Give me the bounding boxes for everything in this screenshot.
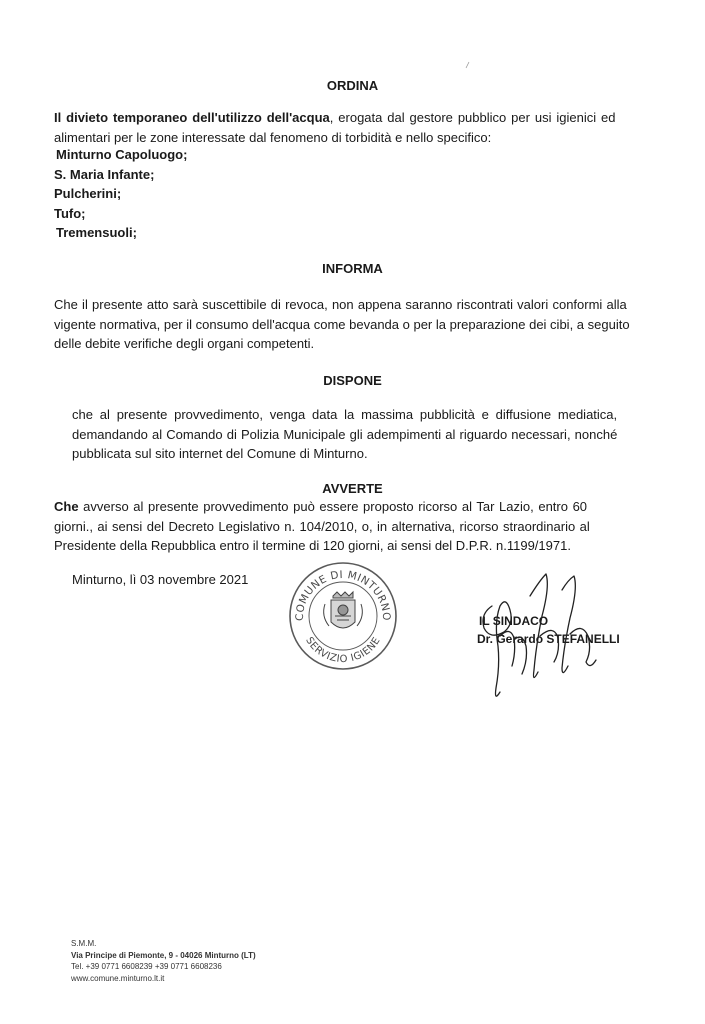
zone-item: S. Maria Infante; bbox=[54, 166, 155, 182]
ordina-line2: alimentari per le zone interessate dal fenomeno di torbidità e nello specifico: bbox=[54, 129, 492, 145]
coat-of-arms-icon bbox=[324, 592, 363, 628]
zone-item: Pulcherini; bbox=[54, 186, 122, 202]
informa-line: Che il presente atto sarà suscettibile di revoca, non appena saranno riscontrati valori conformi alla bbox=[54, 297, 627, 312]
heading-ordina: ORDINA bbox=[326, 78, 379, 93]
zones-list bbox=[54, 145, 187, 243]
ordina-line1-rest: , erogata dal gestore pubblico per usi igienici ed bbox=[329, 110, 616, 125]
avverte-line3: Presidente della Repubblica entro il termine di 120 giorni, ai sensi del D.P.R. n.1199/1971. bbox=[54, 538, 571, 553]
heading-dispone: DISPONE bbox=[323, 373, 382, 388]
dispone-paragraph bbox=[72, 405, 664, 464]
footer-org: S.M.M. bbox=[71, 939, 97, 948]
handwritten-signature bbox=[470, 566, 620, 716]
place-date: Minturno, lì 03 novembre 2021 bbox=[72, 572, 249, 587]
zone-item: Minturno Capoluogo; bbox=[56, 147, 188, 162]
footer-address: Via Principe di Piemonte, 9 - 04026 Minturno (LT) bbox=[71, 950, 256, 960]
informa-line: delle debite verifiche degli organi competenti. bbox=[54, 336, 315, 351]
signatory-role: IL SINDACO bbox=[479, 614, 549, 628]
avverte-bold-lead: Che bbox=[54, 499, 79, 514]
zone-item: Tremensuoli; bbox=[56, 225, 137, 241]
avverte-paragraph bbox=[54, 497, 666, 556]
ordina-paragraph bbox=[54, 108, 662, 147]
heading-avverte: AVVERTE bbox=[322, 481, 383, 496]
dispone-line: che al presente provvedimento, venga data la massima pubblicità e diffusione mediatica, bbox=[72, 407, 618, 422]
zone-item: Tufo; bbox=[54, 205, 86, 221]
scan-mark bbox=[463, 60, 473, 70]
dispone-line: demandando al Comando di Polizia Municipale gli adempimenti al riguardo necessari, nonché bbox=[72, 426, 618, 442]
footer-website: www.comune.minturno.lt.it bbox=[71, 973, 165, 983]
dispone-line: pubblicata sul sito internet del Comune di Minturno. bbox=[72, 446, 368, 461]
municipal-seal-stamp bbox=[287, 560, 399, 672]
heading-informa: INFORMA bbox=[322, 261, 383, 276]
seal-top-text: COMUNE DI MINTURNO bbox=[293, 568, 393, 622]
footer-contact bbox=[71, 938, 256, 984]
ordina-bold-lead: Il divieto temporaneo dell'utilizzo dell'acqua bbox=[54, 110, 330, 125]
avverte-line1-rest: avverso al presente provvedimento può essere proposto ricorso al Tar Lazio, entro 60 bbox=[78, 499, 588, 514]
seal-bottom-text: SERVIZIO IGIENE bbox=[303, 635, 383, 666]
avverte-line2: giorni., ai sensi del Decreto Legislativo n. 104/2010, o, in alternativa, ricorso straordinario al bbox=[54, 518, 590, 534]
footer-phone: Tel. +39 0771 6608239 +39 0771 6608236 bbox=[71, 962, 222, 971]
informa-paragraph bbox=[54, 295, 664, 354]
informa-line: vigente normativa, per il consumo dell'acqua come bevanda o per la preparazione dei cibi, a seguito bbox=[54, 316, 630, 332]
signatory-name: Dr. Gerardo STEFANELLI bbox=[477, 632, 620, 646]
